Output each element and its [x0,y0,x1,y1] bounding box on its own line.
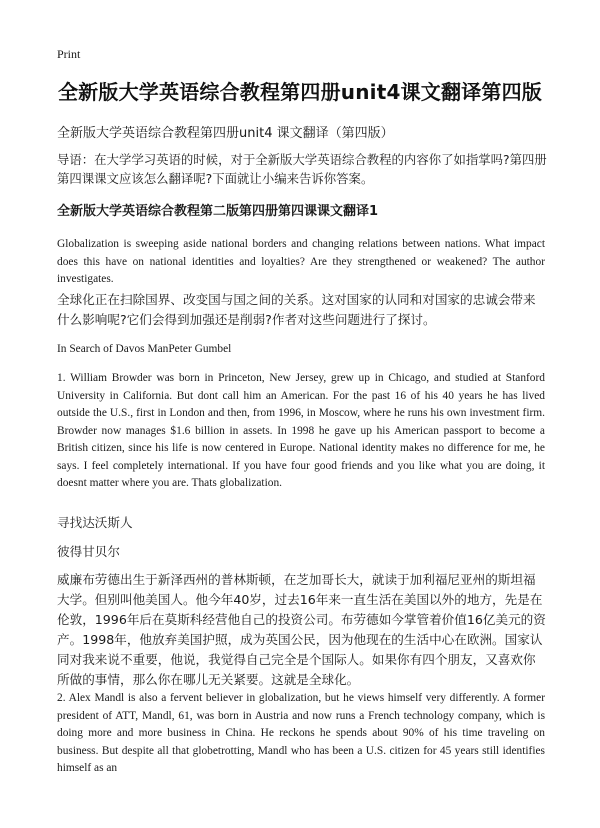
paragraph-1-english: 1. William Browder was born in Princeton, New Jersey, grew up in Chicago, and studied at Stanford University in California. But dont call him an American. For the past 16 of his 40 years he has lived outside the U.S., first in London and then, from 1996, in Moscow, where he runs his own investment firm. Browder now manages $1.6 billion in assets. In 1998 he gave up his American passport to become a British citizen, since his life is now centered in Europe. National identity makes no difference for me, he says. I feel completely international. If you have four good friends and you like what you are doing, it doesnt matter where you are. Thats globalization. [57,372,545,489]
lead-paragraph: 导语：在大学学习英语的时候，对于全新版大学英语综合教程的内容你了如指掌吗?第四册第四课课文应该怎么翻译呢?下面就让小编来告诉你答案。 [57,152,547,186]
intro-chinese-paragraph: 全球化正在扫除国界、改变国与国之间的关系。这对国家的认同和对国家的忠诚会带来什么影响呢?它们会得到加强还是削弱?作者对这些问题进行了探讨。 [57,292,536,327]
paragraph-1-chinese: 威廉布劳德出生于新泽西州的普林斯顿，在芝加哥长大，就读于加利福尼亚州的斯坦福大学。但别叫他美国人。他今年40岁，过去16年来一直生活在美国以外的地方，先是在伦敦，1996年后在莫斯科经营他自己的投资公司。布劳德如今掌管着价值16亿美元的资产。1998年，他放弃美国护照，成为英国公民，因为他现在的生活中心在欧洲。国家认同对我来说不重要，他说，我觉得自己完全是个国际人。如果你有四个朋友，又喜欢你所做的事情，那么你在哪儿无关紧要。这就是全球化。 [57,572,546,687]
intro-english-paragraph: Globalization is sweeping aside national borders and changing relations between nations. What impact does this have on national identities and loyalties? Are they strengthened or weakened? The author investigates. [57,238,545,285]
paragraph-2-english: 2. Alex Mandl is also a fervent believer in globalization, but he views himself very differently. A former president of ATT, Mandl, 61, was born in Austria and now runs a French technology company, which is doing more and more business in China. He reckons he spends about 90% of his time traveling on business. But despite all that globetrotting, Mandl who has been a U.S. citizen for 45 years still identifies himself as an [57,692,545,774]
document-title: 全新版大学英语综合教程第四册unit4课文翻译第四版 [57,80,542,104]
chinese-title-line: 寻找达沃斯人 [57,515,133,530]
chinese-author-line: 彼得甘贝尔 [57,544,120,559]
document-subtitle: 全新版大学英语综合教程第四册unit4 课文翻译（第四版） [57,126,394,141]
english-byline: In Search of Davos ManPeter Gumbel [57,343,232,355]
print-label: Print [57,47,81,61]
section-heading: 全新版大学英语综合教程第二版第四册第四课课文翻译1 [57,204,379,219]
